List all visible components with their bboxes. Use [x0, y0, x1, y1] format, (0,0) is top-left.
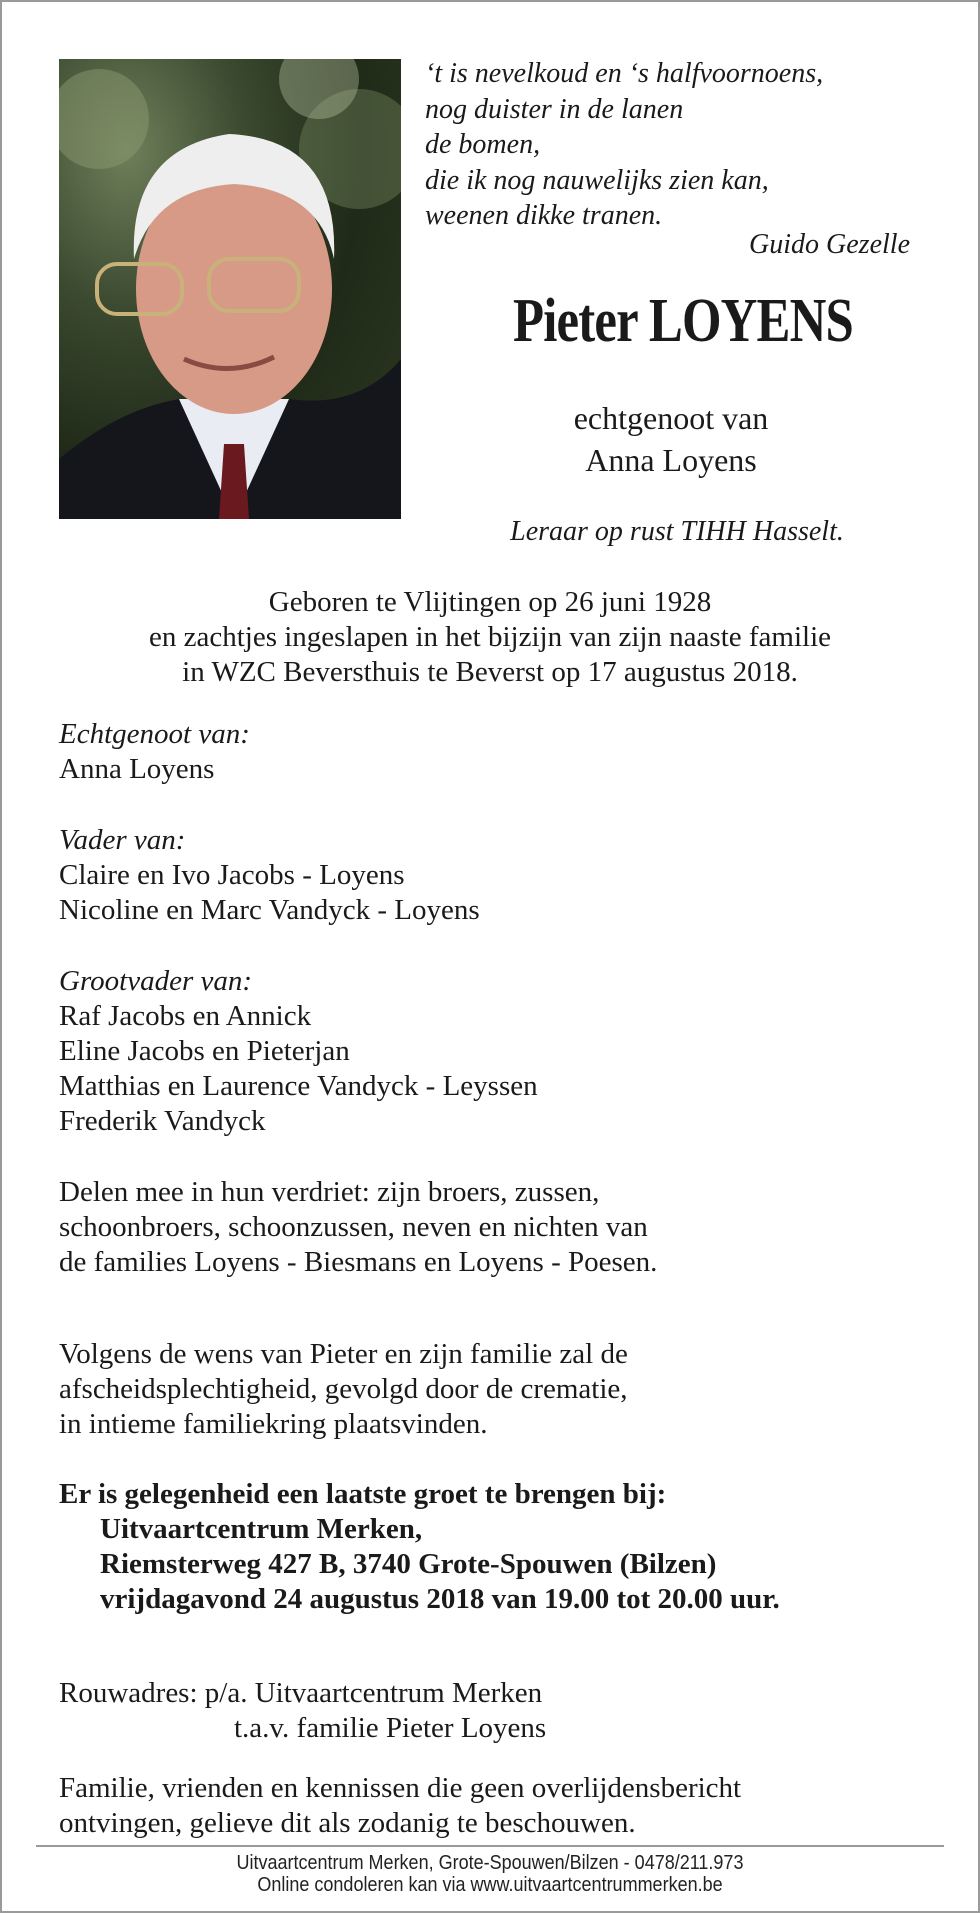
ceremony-line: in intieme familiekring plaatsvinden. [59, 1408, 488, 1440]
grandfather-label: Grootvader van: [59, 965, 253, 997]
footer-contact: Uitvaartcentrum Merken, Grote-Spouwen/Bilzen - 0478/211.973 [236, 1852, 744, 1874]
poem-author: Guido Gezelle [749, 229, 910, 260]
father-label: Vader van: [59, 824, 186, 856]
poem [425, 56, 823, 234]
birth-death-block [0, 585, 980, 690]
visitation-venue: Uitvaartcentrum Merken, [100, 1513, 423, 1545]
footer-divider [36, 1845, 944, 1847]
grief-line: schoonbroers, schoonzussen, neven en nichten van [59, 1211, 648, 1243]
address-section [59, 1676, 546, 1746]
ceremony-line: afscheidsplechtigheid, gevolgd door de crematie, [59, 1373, 628, 1405]
footer-website: Online condoleren kan via www.uitvaartcentrummerken.be [257, 1874, 723, 1896]
spouse-entry: Anna Loyens [59, 753, 215, 785]
child-entry: Claire en Ivo Jacobs - Loyens [59, 859, 405, 891]
poem-line: ‘t is nevelkoud en ‘s halfvoornoens, [425, 58, 824, 89]
notice-line: ontvingen, gelieve dit als zodanig te beschouwen. [59, 1807, 636, 1839]
ceremony-line: Volgens de wens van Pieter en zijn familie zal de [59, 1338, 628, 1370]
poem-line: de bomen, [425, 129, 541, 160]
visitation-intro: Er is gelegenheid een laatste groet te brengen bij: [59, 1478, 667, 1510]
spouse-label: Echtgenoot van: [59, 718, 250, 750]
notice-line: Familie, vrienden en kennissen die geen overlijdensbericht [59, 1772, 742, 1804]
place-date-line: in WZC Beversthuis te Beverst op 17 augustus 2018. [182, 656, 798, 688]
visitation-address: Riemsterweg 427 B, 3740 Grote-Spouwen (Bilzen) [100, 1548, 717, 1580]
address-attention: t.a.v. familie Pieter Loyens [234, 1712, 547, 1744]
family-section [59, 717, 657, 1280]
poem-line: weenen dikke tranen. [425, 200, 663, 231]
footer [49, 1852, 931, 1896]
spouse-block [425, 397, 917, 481]
address-line: Rouwadres: p/a. Uitvaartcentrum Merken [59, 1677, 543, 1709]
passing-line: en zachtjes ingeslapen in het bijzijn van zijn naaste familie [148, 621, 832, 653]
poem-line: die ik nog nauwelijks zien kan, [425, 164, 769, 196]
child-entry: Nicoline en Marc Vandyck - Loyens [59, 894, 480, 926]
grief-line: de families Loyens - Biesmans en Loyens - Poesen. [59, 1246, 658, 1278]
spouse-intro: echtgenoot van [573, 400, 769, 436]
poem-line: nog duister in de lanen [425, 93, 684, 125]
notice-section [59, 1771, 741, 1841]
grief-line: Delen mee in hun verdriet: zijn broers, zussen, [59, 1176, 600, 1208]
portrait-photo [59, 59, 401, 519]
spouse-name: Anna Loyens [585, 442, 757, 478]
ceremony-section [59, 1337, 628, 1442]
occupation: Leraar op rust TIHH Hasselt. [510, 516, 844, 547]
visitation-time: vrijdagavond 24 augustus 2018 van 19.00 tot 20.00 uur. [100, 1583, 780, 1615]
deceased-name: Pieter LOYENS [512, 287, 854, 355]
grandchild-entry: Raf Jacobs en Annick [59, 1000, 312, 1032]
portrait-image [59, 59, 401, 519]
grandchild-entry: Matthias en Laurence Vandyck - Leyssen [59, 1070, 538, 1102]
birth-line: Geboren te Vlijtingen op 26 juni 1928 [268, 586, 712, 618]
visitation-section [59, 1477, 780, 1617]
grandchild-entry: Frederik Vandyck [59, 1105, 266, 1137]
grandchild-entry: Eline Jacobs en Pieterjan [59, 1035, 350, 1067]
